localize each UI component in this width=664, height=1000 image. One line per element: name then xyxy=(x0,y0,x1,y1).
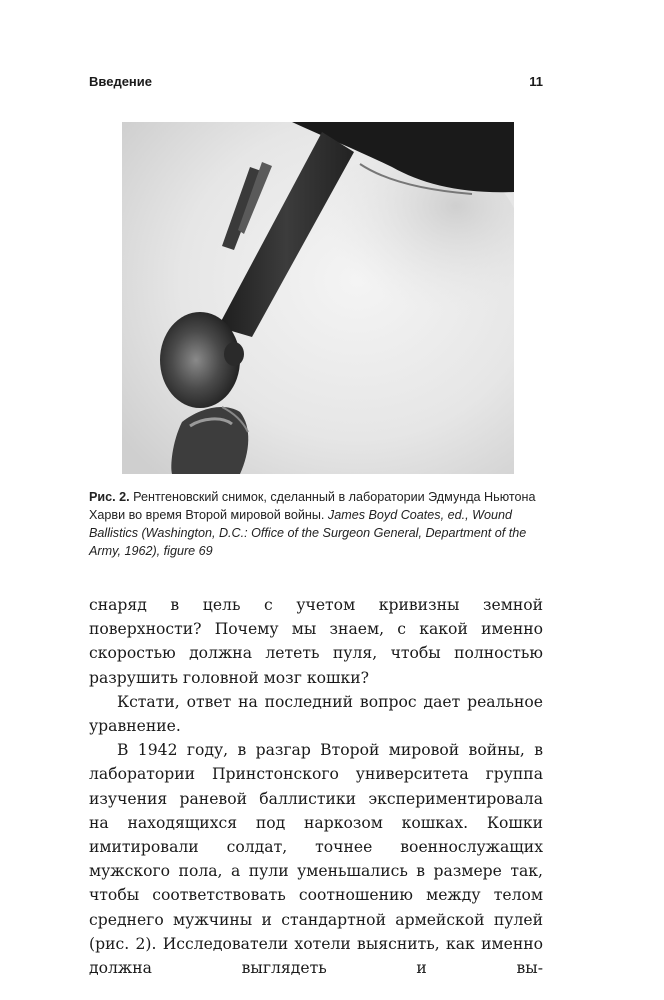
paragraph-3: В 1942 году, в разгар Второй мировой войны, в лаборатории Принстонского университета группа изучения раневой баллистики экспериментировала на находящихся под наркозом кошках. Кошки имитировали солдат, точнее военнослужащих мужского пола, а пули уменьшались в размере так, чтобы соответствовать соотношению между телом среднего мужчины и стандартной армейской пулей (рис. 2). Исследователи хотели выяснить, как именно должна выглядеть и вы- xyxy=(89,741,543,978)
caption-source: James Boyd Coates, ed., Wound Ballistics (Washington, D.C.: Office of the Surgeon General, Department of the Army, 1962), figure 69 xyxy=(89,508,527,558)
running-head xyxy=(89,74,543,89)
paragraph-2: Кстати, ответ на последний вопрос дает реальное уравнение. xyxy=(89,692,543,736)
body-text xyxy=(89,593,543,980)
xray-figure xyxy=(122,122,514,474)
section-title: Введение xyxy=(89,74,152,89)
bone-notch xyxy=(224,342,244,366)
caption-description: Рентгеновский снимок, сделанный в лаборатории Эдмунда Ньютона Харви во время Второй мировой войны. xyxy=(89,490,536,522)
page-number: 11 xyxy=(529,74,543,89)
caption-label: Рис. 2. xyxy=(89,490,130,504)
figure-caption xyxy=(89,488,541,560)
paragraph-1: снаряд в цель с учетом кривизны земной поверхности? Почему мы знаем, с какой именно скоростью должна лететь пуля, чтобы полностью разрушить головной мозг кошки? xyxy=(89,596,543,687)
xray-image xyxy=(122,122,514,474)
